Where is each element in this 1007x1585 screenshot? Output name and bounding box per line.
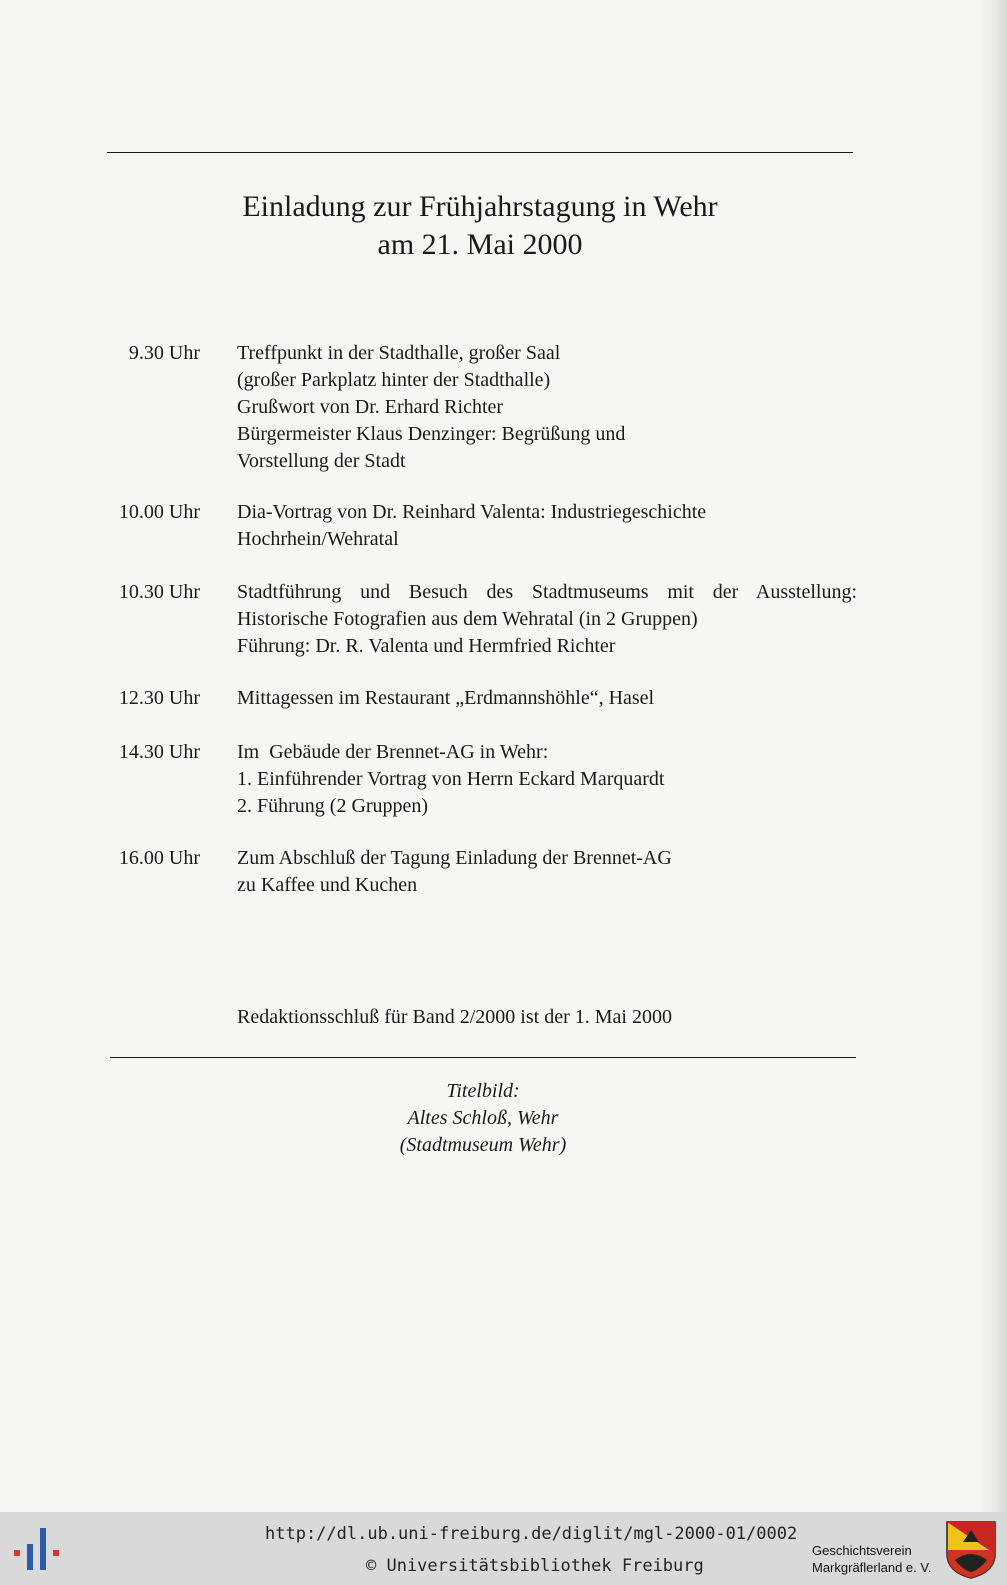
entry-line: Hochrhein/Wehratal xyxy=(237,528,399,550)
entry-line: zu Kaffee und Kuchen xyxy=(237,874,418,896)
entry-line: 2. Führung (2 Gruppen) xyxy=(237,795,429,817)
entry-line: Im Gebäude der Brennet-AG in Wehr: xyxy=(237,741,549,763)
entry-line: Führung: Dr. R. Valenta und Hermfried Richter xyxy=(237,635,616,657)
entry-line: (großer Parkplatz hinter der Stadthalle) xyxy=(237,369,551,391)
entry-lines xyxy=(237,739,857,820)
ub-freiburg-logo-icon[interactable] xyxy=(14,1526,66,1572)
caption-source: (Stadtmuseum Wehr) xyxy=(399,1134,567,1156)
permalink-url[interactable]: http://dl.ub.uni-freiburg.de/diglit/mgl-2000-01/0002 xyxy=(265,1524,798,1544)
title-line-1: Einladung zur Frühjahrstagung in Wehr xyxy=(242,190,718,223)
copyright-text: © Universitätsbibliothek Freiburg xyxy=(366,1556,704,1576)
coat-of-arms-icon xyxy=(945,1520,997,1580)
entry-line: Treffpunkt in der Stadthalle, großer Saal xyxy=(237,342,561,364)
deadline-note: Redaktionsschluß für Band 2/2000 ist der 1. Mai 2000 xyxy=(237,1006,672,1028)
entry-lines xyxy=(237,845,857,899)
association-name xyxy=(812,1542,931,1576)
page-edge-shadow xyxy=(979,0,1007,1512)
caption-subject: Altes Schloß, Wehr xyxy=(407,1107,559,1129)
entry-time: 10.30 Uhr xyxy=(118,581,200,603)
cover-caption xyxy=(110,1078,856,1159)
entry-line: 1. Einführender Vortrag von Herrn Eckard Marquardt xyxy=(237,768,665,790)
entry-lines xyxy=(237,499,857,553)
footer-bar xyxy=(0,1512,1007,1585)
entry-lines xyxy=(237,685,857,712)
entry-line: Vorstellung der Stadt xyxy=(237,450,406,472)
entry-line: Stadtführung und Besuch des Stadtmuseums mit der Ausstellung: xyxy=(237,581,857,603)
entry-lines xyxy=(237,579,857,660)
entry-line: Dia-Vortrag von Dr. Reinhard Valenta: Industriegeschichte xyxy=(237,501,707,523)
entry-line: Zum Abschluß der Tagung Einladung der Brennet-AG xyxy=(237,847,672,869)
caption-label: Titelbild: xyxy=(446,1080,520,1102)
entry-line: Mittagessen im Restaurant „Erdmannshöhle“, Hasel xyxy=(237,687,655,709)
entry-time: 10.00 Uhr xyxy=(118,501,200,523)
entry-time: 12.30 Uhr xyxy=(118,687,200,709)
entry-line: Historische Fotografien aus dem Wehratal (in 2 Gruppen) xyxy=(237,608,698,630)
association-line-2: Markgräflerland e. V. xyxy=(812,1560,932,1575)
entry-time: 16.00 Uhr xyxy=(118,847,200,869)
entry-time: 9.30 Uhr xyxy=(128,342,200,364)
entry-lines xyxy=(237,340,857,475)
title-line-2: am 21. Mai 2000 xyxy=(377,228,583,261)
entry-line: Grußwort von Dr. Erhard Richter xyxy=(237,396,504,418)
middle-rule xyxy=(110,1057,856,1058)
association-line-1: Geschichtsverein xyxy=(812,1543,912,1558)
entry-line: Bürgermeister Klaus Denzinger: Begrüßung und xyxy=(237,423,626,445)
top-rule xyxy=(107,152,853,153)
entry-time: 14.30 Uhr xyxy=(118,741,200,763)
